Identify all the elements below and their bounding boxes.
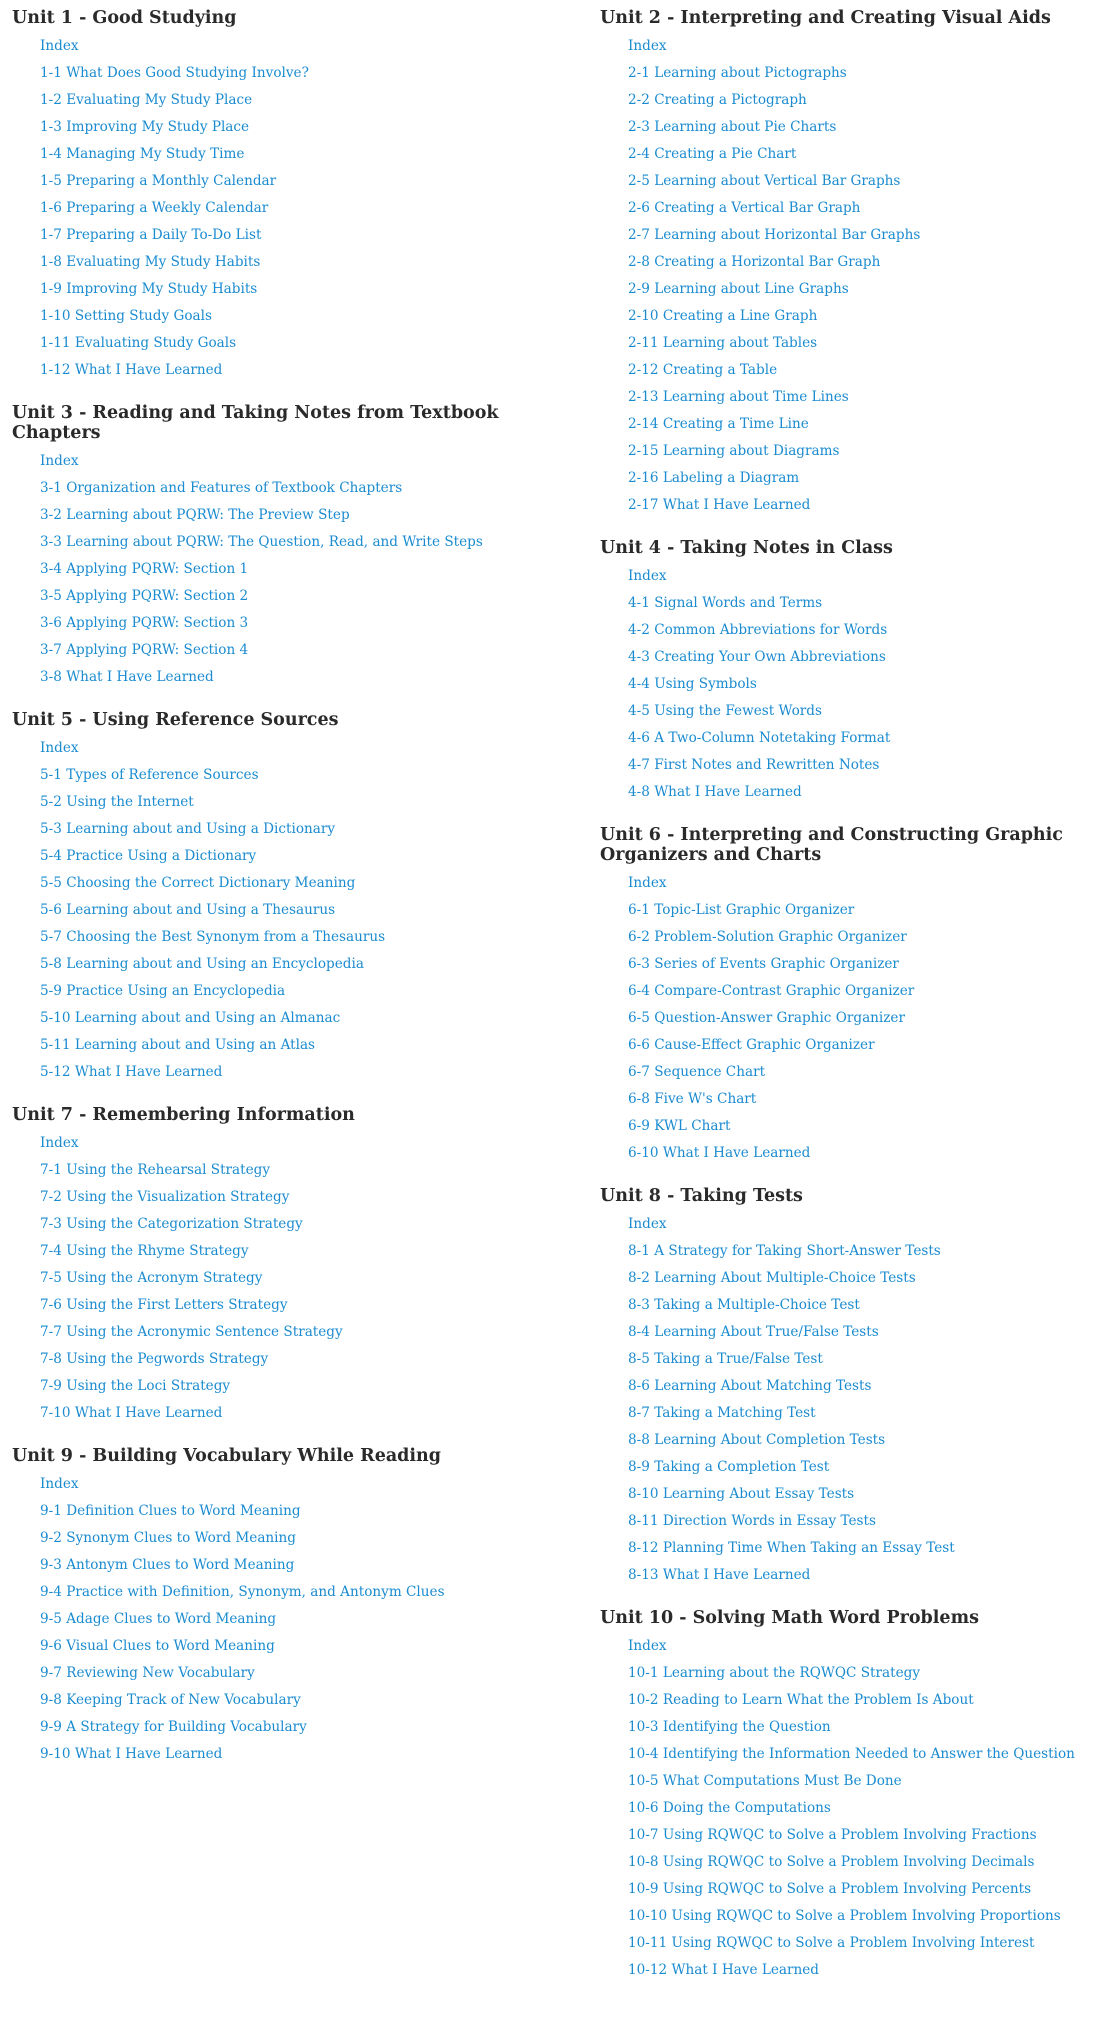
index-link[interactable]: Index: [40, 453, 79, 469]
lesson-link[interactable]: 1-6 Preparing a Weekly Calendar: [40, 200, 269, 216]
unit-title: Unit 2 - Interpreting and Creating Visual Aids: [600, 8, 1051, 28]
lesson-link[interactable]: 3-6 Applying PQRW: Section 3: [40, 615, 249, 631]
unit-section-unit-10: [600, 1608, 1090, 1984]
lesson-link[interactable]: 10-6 Doing the Computations: [628, 1800, 831, 1816]
lesson-link[interactable]: 1-1 What Does Good Studying Involve?: [40, 65, 309, 81]
lesson-link[interactable]: 8-7 Taking a Matching Test: [628, 1405, 816, 1421]
lesson-link[interactable]: 8-6 Learning About Matching Tests: [628, 1378, 872, 1394]
lesson-link[interactable]: 5-8 Learning about and Using an Encyclopedia: [40, 956, 364, 972]
lesson-link[interactable]: 7-7 Using the Acronymic Sentence Strategy: [40, 1324, 343, 1340]
index-link[interactable]: Index: [40, 38, 79, 54]
lesson-link[interactable]: 10-3 Identifying the Question: [628, 1719, 831, 1735]
unit-section-unit-6: [600, 825, 1090, 1167]
lesson-link[interactable]: 5-11 Learning about and Using an Atlas: [40, 1037, 316, 1053]
lesson-link[interactable]: 2-12 Creating a Table: [628, 362, 778, 378]
unit-link-list: [600, 33, 1090, 519]
unit-title: Unit 1 - Good Studying: [12, 8, 237, 28]
lesson-link[interactable]: 3-2 Learning about PQRW: The Preview Step: [40, 507, 350, 523]
lesson-link[interactable]: 10-4 Identifying the Information Needed to Answer the Question: [628, 1746, 1075, 1762]
lesson-link[interactable]: 6-2 Problem-Solution Graphic Organizer: [628, 929, 907, 945]
lesson-link[interactable]: 2-9 Learning about Line Graphs: [628, 281, 849, 297]
lesson-link[interactable]: 10-2 Reading to Learn What the Problem Is About: [628, 1692, 974, 1708]
lesson-link[interactable]: 5-9 Practice Using an Encyclopedia: [40, 983, 286, 999]
unit-link-list: [600, 1633, 1090, 1984]
index-link[interactable]: Index: [628, 1216, 667, 1232]
lesson-link[interactable]: 4-6 A Two-Column Notetaking Format: [628, 730, 891, 746]
lesson-link[interactable]: 7-4 Using the Rhyme Strategy: [40, 1243, 249, 1259]
lesson-link[interactable]: 1-12 What I Have Learned: [40, 362, 223, 378]
lesson-link[interactable]: 7-9 Using the Loci Strategy: [40, 1378, 231, 1394]
index-link[interactable]: Index: [628, 568, 667, 584]
lesson-link[interactable]: 2-5 Learning about Vertical Bar Graphs: [628, 173, 901, 189]
lesson-link[interactable]: 3-5 Applying PQRW: Section 2: [40, 588, 249, 604]
lesson-link[interactable]: 8-10 Learning About Essay Tests: [628, 1486, 855, 1502]
lesson-link[interactable]: 5-1 Types of Reference Sources: [40, 767, 259, 783]
lesson-link[interactable]: 8-8 Learning About Completion Tests: [628, 1432, 886, 1448]
lesson-link[interactable]: 8-5 Taking a True/False Test: [628, 1351, 823, 1367]
lesson-link[interactable]: 8-4 Learning About True/False Tests: [628, 1324, 879, 1340]
lesson-link[interactable]: 9-4 Practice with Definition, Synonym, and Antonym Clues: [40, 1584, 445, 1600]
index-link[interactable]: Index: [40, 1135, 79, 1151]
lesson-link[interactable]: 5-12 What I Have Learned: [40, 1064, 223, 1080]
lesson-link[interactable]: 2-15 Learning about Diagrams: [628, 443, 840, 459]
lesson-link[interactable]: 5-7 Choosing the Best Synonym from a Thesaurus: [40, 929, 386, 945]
unit-section-unit-8: [600, 1186, 1090, 1589]
lesson-link[interactable]: 4-1 Signal Words and Terms: [628, 595, 823, 611]
lesson-link[interactable]: 8-9 Taking a Completion Test: [628, 1459, 830, 1475]
right-column: [600, 8, 1090, 2003]
lesson-link[interactable]: 5-3 Learning about and Using a Dictionary: [40, 821, 336, 837]
lesson-link[interactable]: 3-8 What I Have Learned: [40, 669, 214, 685]
left-column: [12, 8, 542, 1787]
unit-section-unit-4: [600, 538, 1090, 806]
lesson-link[interactable]: 9-7 Reviewing New Vocabulary: [40, 1665, 255, 1681]
lesson-link[interactable]: 4-4 Using Symbols: [628, 676, 757, 692]
index-link[interactable]: Index: [628, 38, 667, 54]
lesson-link[interactable]: 6-8 Five W's Chart: [628, 1091, 757, 1107]
lesson-link[interactable]: 2-3 Learning about Pie Charts: [628, 119, 837, 135]
unit-section-unit-1: [12, 8, 542, 384]
lesson-link[interactable]: 10-5 What Computations Must Be Done: [628, 1773, 902, 1789]
lesson-link[interactable]: 6-7 Sequence Chart: [628, 1064, 766, 1080]
lesson-link[interactable]: 6-4 Compare-Contrast Graphic Organizer: [628, 983, 915, 999]
lesson-link[interactable]: 5-4 Practice Using a Dictionary: [40, 848, 257, 864]
lesson-link[interactable]: 10-12 What I Have Learned: [628, 1962, 819, 1978]
lesson-link[interactable]: 9-9 A Strategy for Building Vocabulary: [40, 1719, 307, 1735]
unit-section-unit-5: [12, 710, 542, 1086]
lesson-link[interactable]: 10-11 Using RQWQC to Solve a Problem Involving Interest: [628, 1935, 1035, 1951]
unit-link-list: [12, 735, 542, 1086]
lesson-link[interactable]: 8-2 Learning About Multiple-Choice Tests: [628, 1270, 916, 1286]
unit-section-unit-2: [600, 8, 1090, 519]
unit-title: Unit 3 - Reading and Taking Notes from Textbook Chapters: [12, 403, 499, 443]
lesson-link[interactable]: 2-14 Creating a Time Line: [628, 416, 809, 432]
lesson-link[interactable]: 1-4 Managing My Study Time: [40, 146, 245, 162]
lesson-link[interactable]: 3-1 Organization and Features of Textbook Chapters: [40, 480, 403, 496]
lesson-link[interactable]: 6-5 Question-Answer Graphic Organizer: [628, 1010, 905, 1026]
lesson-link[interactable]: 1-3 Improving My Study Place: [40, 119, 250, 135]
lesson-link[interactable]: 9-1 Definition Clues to Word Meaning: [40, 1503, 301, 1519]
unit-link-list: [600, 563, 1090, 806]
lesson-link[interactable]: 8-13 What I Have Learned: [628, 1567, 811, 1583]
lesson-link[interactable]: 2-8 Creating a Horizontal Bar Graph: [628, 254, 881, 270]
lesson-link[interactable]: 2-4 Creating a Pie Chart: [628, 146, 797, 162]
lesson-link[interactable]: 4-2 Common Abbreviations for Words: [628, 622, 888, 638]
unit-section-unit-3: [12, 403, 542, 691]
lesson-link[interactable]: 1-2 Evaluating My Study Place: [40, 92, 253, 108]
lesson-link[interactable]: 6-1 Topic-List Graphic Organizer: [628, 902, 855, 918]
lesson-link[interactable]: 1-8 Evaluating My Study Habits: [40, 254, 261, 270]
lesson-link[interactable]: 1-10 Setting Study Goals: [40, 308, 212, 324]
lesson-link[interactable]: 2-17 What I Have Learned: [628, 497, 811, 513]
unit-link-list: [12, 33, 542, 384]
lesson-link[interactable]: 3-7 Applying PQRW: Section 4: [40, 642, 249, 658]
lesson-link[interactable]: 6-10 What I Have Learned: [628, 1145, 811, 1161]
unit-title: Unit 10 - Solving Math Word Problems: [600, 1608, 979, 1628]
unit-link-list: [12, 448, 542, 691]
lesson-link[interactable]: 2-2 Creating a Pictograph: [628, 92, 807, 108]
lesson-link[interactable]: 4-3 Creating Your Own Abbreviations: [628, 649, 886, 665]
lesson-link[interactable]: 3-3 Learning about PQRW: The Question, Read, and Write Steps: [40, 534, 483, 550]
lesson-link[interactable]: 8-1 A Strategy for Taking Short-Answer Tests: [628, 1243, 941, 1259]
unit-section-unit-9: [12, 1446, 542, 1768]
lesson-link[interactable]: 3-4 Applying PQRW: Section 1: [40, 561, 249, 577]
unit-title: Unit 9 - Building Vocabulary While Reading: [12, 1446, 442, 1466]
lesson-link[interactable]: 7-2 Using the Visualization Strategy: [40, 1189, 290, 1205]
lesson-link[interactable]: 9-10 What I Have Learned: [40, 1746, 223, 1762]
lesson-link[interactable]: 6-3 Series of Events Graphic Organizer: [628, 956, 899, 972]
lesson-link[interactable]: 7-10 What I Have Learned: [40, 1405, 223, 1421]
lesson-link[interactable]: 2-1 Learning about Pictographs: [628, 65, 847, 81]
lesson-link[interactable]: 2-6 Creating a Vertical Bar Graph: [628, 200, 861, 216]
unit-title: Unit 7 - Remembering Information: [12, 1105, 355, 1125]
lesson-link[interactable]: 10-1 Learning about the RQWQC Strategy: [628, 1665, 921, 1681]
lesson-link[interactable]: 4-5 Using the Fewest Words: [628, 703, 822, 719]
unit-link-list: [12, 1471, 542, 1768]
lesson-link[interactable]: 9-8 Keeping Track of New Vocabulary: [40, 1692, 301, 1708]
lesson-link[interactable]: 1-7 Preparing a Daily To-Do List: [40, 227, 262, 243]
unit-title: Unit 8 - Taking Tests: [600, 1186, 803, 1206]
lesson-link[interactable]: 2-7 Learning about Horizontal Bar Graphs: [628, 227, 921, 243]
lesson-link[interactable]: 9-5 Adage Clues to Word Meaning: [40, 1611, 277, 1627]
lesson-link[interactable]: 2-11 Learning about Tables: [628, 335, 818, 351]
lesson-link[interactable]: 8-11 Direction Words in Essay Tests: [628, 1513, 876, 1529]
lesson-link[interactable]: 5-10 Learning about and Using an Almanac: [40, 1010, 341, 1026]
lesson-link[interactable]: 5-5 Choosing the Correct Dictionary Meaning: [40, 875, 356, 891]
lesson-link[interactable]: 1-9 Improving My Study Habits: [40, 281, 258, 297]
lesson-link[interactable]: 6-6 Cause-Effect Graphic Organizer: [628, 1037, 875, 1053]
unit-link-list: [600, 870, 1090, 1167]
lesson-link[interactable]: 9-3 Antonym Clues to Word Meaning: [40, 1557, 295, 1573]
unit-link-list: [600, 1211, 1090, 1589]
lesson-link[interactable]: 10-7 Using RQWQC to Solve a Problem Involving Fractions: [628, 1827, 1037, 1843]
index-link[interactable]: Index: [40, 740, 79, 756]
index-link[interactable]: Index: [628, 875, 667, 891]
lesson-link[interactable]: 5-2 Using the Internet: [40, 794, 194, 810]
lesson-link[interactable]: 7-5 Using the Acronym Strategy: [40, 1270, 263, 1286]
lesson-link[interactable]: 7-6 Using the First Letters Strategy: [40, 1297, 288, 1313]
lesson-link[interactable]: 2-10 Creating a Line Graph: [628, 308, 818, 324]
lesson-link[interactable]: 7-1 Using the Rehearsal Strategy: [40, 1162, 271, 1178]
lesson-link[interactable]: 7-3 Using the Categorization Strategy: [40, 1216, 303, 1232]
lesson-link[interactable]: 1-5 Preparing a Monthly Calendar: [40, 173, 277, 189]
lesson-link[interactable]: 10-8 Using RQWQC to Solve a Problem Involving Decimals: [628, 1854, 1035, 1870]
lesson-link[interactable]: 1-11 Evaluating Study Goals: [40, 335, 237, 351]
lesson-link[interactable]: 6-9 KWL Chart: [628, 1118, 731, 1134]
lesson-link[interactable]: 5-6 Learning about and Using a Thesaurus: [40, 902, 336, 918]
lesson-link[interactable]: 2-16 Labeling a Diagram: [628, 470, 800, 486]
unit-title: Unit 5 - Using Reference Sources: [12, 710, 339, 730]
unit-link-list: [12, 1130, 542, 1427]
lesson-link[interactable]: 9-2 Synonym Clues to Word Meaning: [40, 1530, 296, 1546]
lesson-link[interactable]: 4-7 First Notes and Rewritten Notes: [628, 757, 880, 773]
lesson-link[interactable]: 4-8 What I Have Learned: [628, 784, 802, 800]
lesson-link[interactable]: 10-9 Using RQWQC to Solve a Problem Involving Percents: [628, 1881, 1032, 1897]
lesson-link[interactable]: 2-13 Learning about Time Lines: [628, 389, 849, 405]
lesson-link[interactable]: 10-10 Using RQWQC to Solve a Problem Involving Proportions: [628, 1908, 1061, 1924]
lesson-link[interactable]: 8-12 Planning Time When Taking an Essay Test: [628, 1540, 955, 1556]
index-link[interactable]: Index: [628, 1638, 667, 1654]
unit-title: Unit 4 - Taking Notes in Class: [600, 538, 893, 558]
unit-title: Unit 6 - Interpreting and Constructing Graphic Organizers and Charts: [600, 825, 1063, 865]
index-link[interactable]: Index: [40, 1476, 79, 1492]
lesson-link[interactable]: 8-3 Taking a Multiple-Choice Test: [628, 1297, 860, 1313]
lesson-link[interactable]: 7-8 Using the Pegwords Strategy: [40, 1351, 269, 1367]
lesson-link[interactable]: 9-6 Visual Clues to Word Meaning: [40, 1638, 275, 1654]
unit-section-unit-7: [12, 1105, 542, 1427]
